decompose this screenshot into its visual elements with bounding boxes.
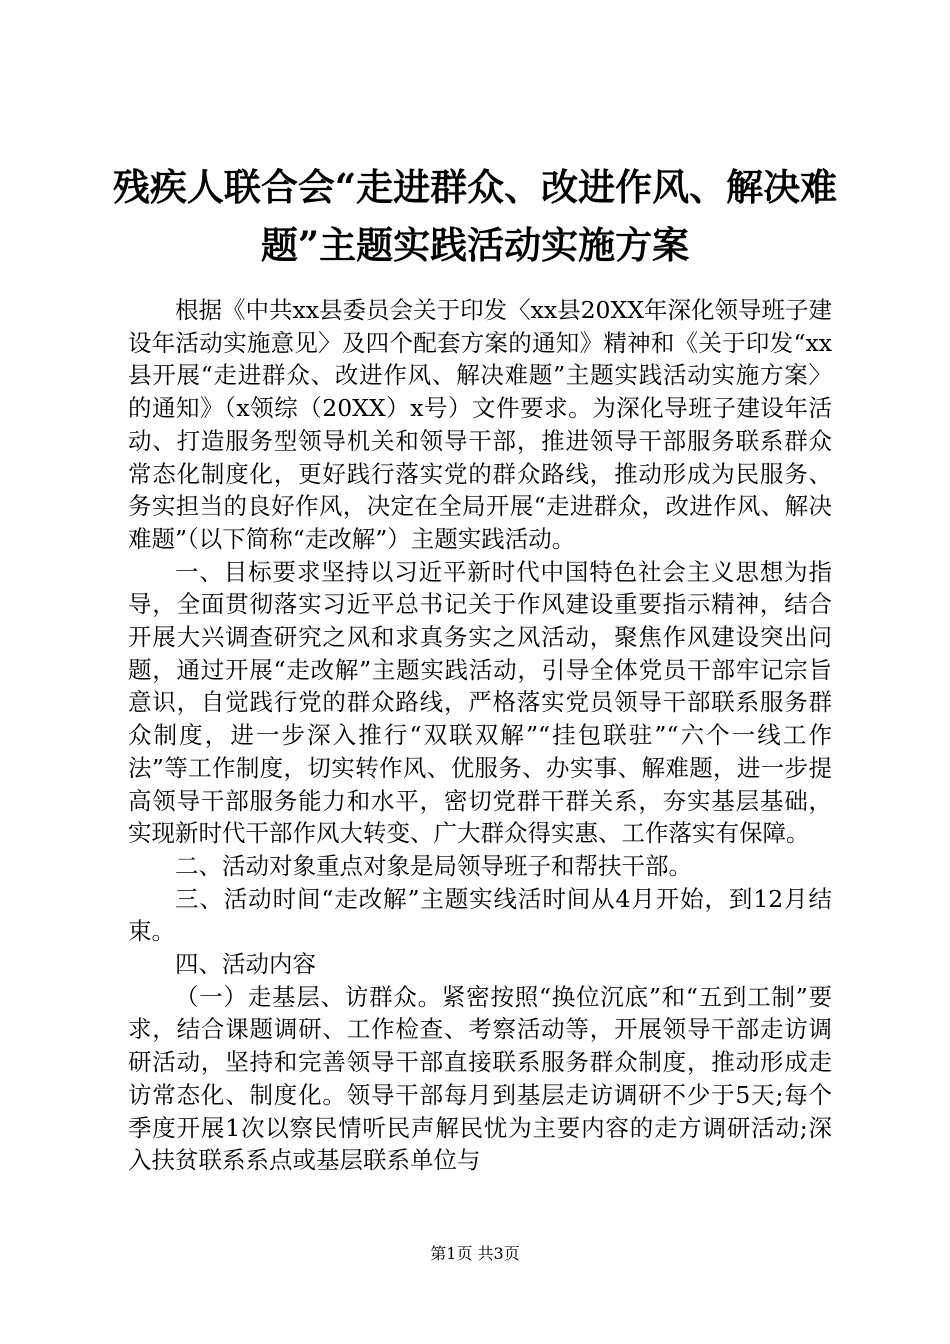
document-title [110, 158, 840, 274]
paragraph-section-4-1: （一）走基层、访群众。紧密按照“换位沉底”和“五到工制”要求，结合课题调研、工作检查、考察活动等，开展领导干部走访调研活动，坚持和完善领导干部直接联系服务群众制度，推动形成走访常态化、制度化。领导干部每月到基层走访调研不少于5天;每个季度开展1次以察民情听民声解民忧为主要内容的走方调研活动;深入扶贫联系系点或基层联系单位与 [128, 982, 832, 1175]
paragraph-section-2: 二、活动对象重点对象是局领导班子和帮扶干部。 [175, 851, 692, 880]
title-line-1: 残疾人联合会“走进群众、改进作风、解决难 [112, 165, 838, 209]
paragraph-intro: 根据《中共xx县委员会关于印发〈xx县20XX年深化领导班子建设年活动实施意见〉及四个配套方案的通知》精神和《关于印发“xx县开展“走进群众、改进作风、解决难题”主题实践活动实施方案〉的通知》（x领综（20XX）x号）文件要求。为深化导班子建设年活动、打造服务型领导机关和领导干部，推进领导干部服务联系群众常态化制度化，更好践行落实党的群众路线，推动形成为民服务、务实担当的良好作风，决定在全局开展“走进群众，改进作风、解决难题”（以下简称“走改解”）主题实践活动。 [128, 296, 832, 553]
page-footer: 第1页 共3页 [430, 1244, 520, 1263]
title-line-2: 题”主题实践活动实施方案 [260, 223, 690, 267]
paragraph-section-3: 三、活动时间“走改解”主题实线活时间从4月开始，到12月结束。 [128, 884, 832, 946]
paragraph-section-1: 一、目标要求坚持以习近平新时代中国特色社会主义思想为指导，全面贯彻落实习近平总书记关于作风建设重要指示精神，结合开展大兴调查研究之风和求真务实之风活动，聚焦作风建设突出问题，通过开展“走改解”主题实践活动，引导全体党员干部牢记宗旨意识，自觉践行党的群众路线，严格落实党员领导干部联系服务群众制度，进一步深入推行“双联双解”“挂包联驻”“六个一线工作法”等工作制度，切实转作风、优服务、办实事、解难题，进一步提高领导干部服务能力和水平，密切党群干群关系，夯实基层基础，实现新时代干部作风大转变、广大群众得实惠、工作落实有保障。 [128, 557, 832, 848]
paragraph-section-4-heading: 四、活动内容 [175, 950, 316, 979]
document-body [128, 294, 832, 1177]
